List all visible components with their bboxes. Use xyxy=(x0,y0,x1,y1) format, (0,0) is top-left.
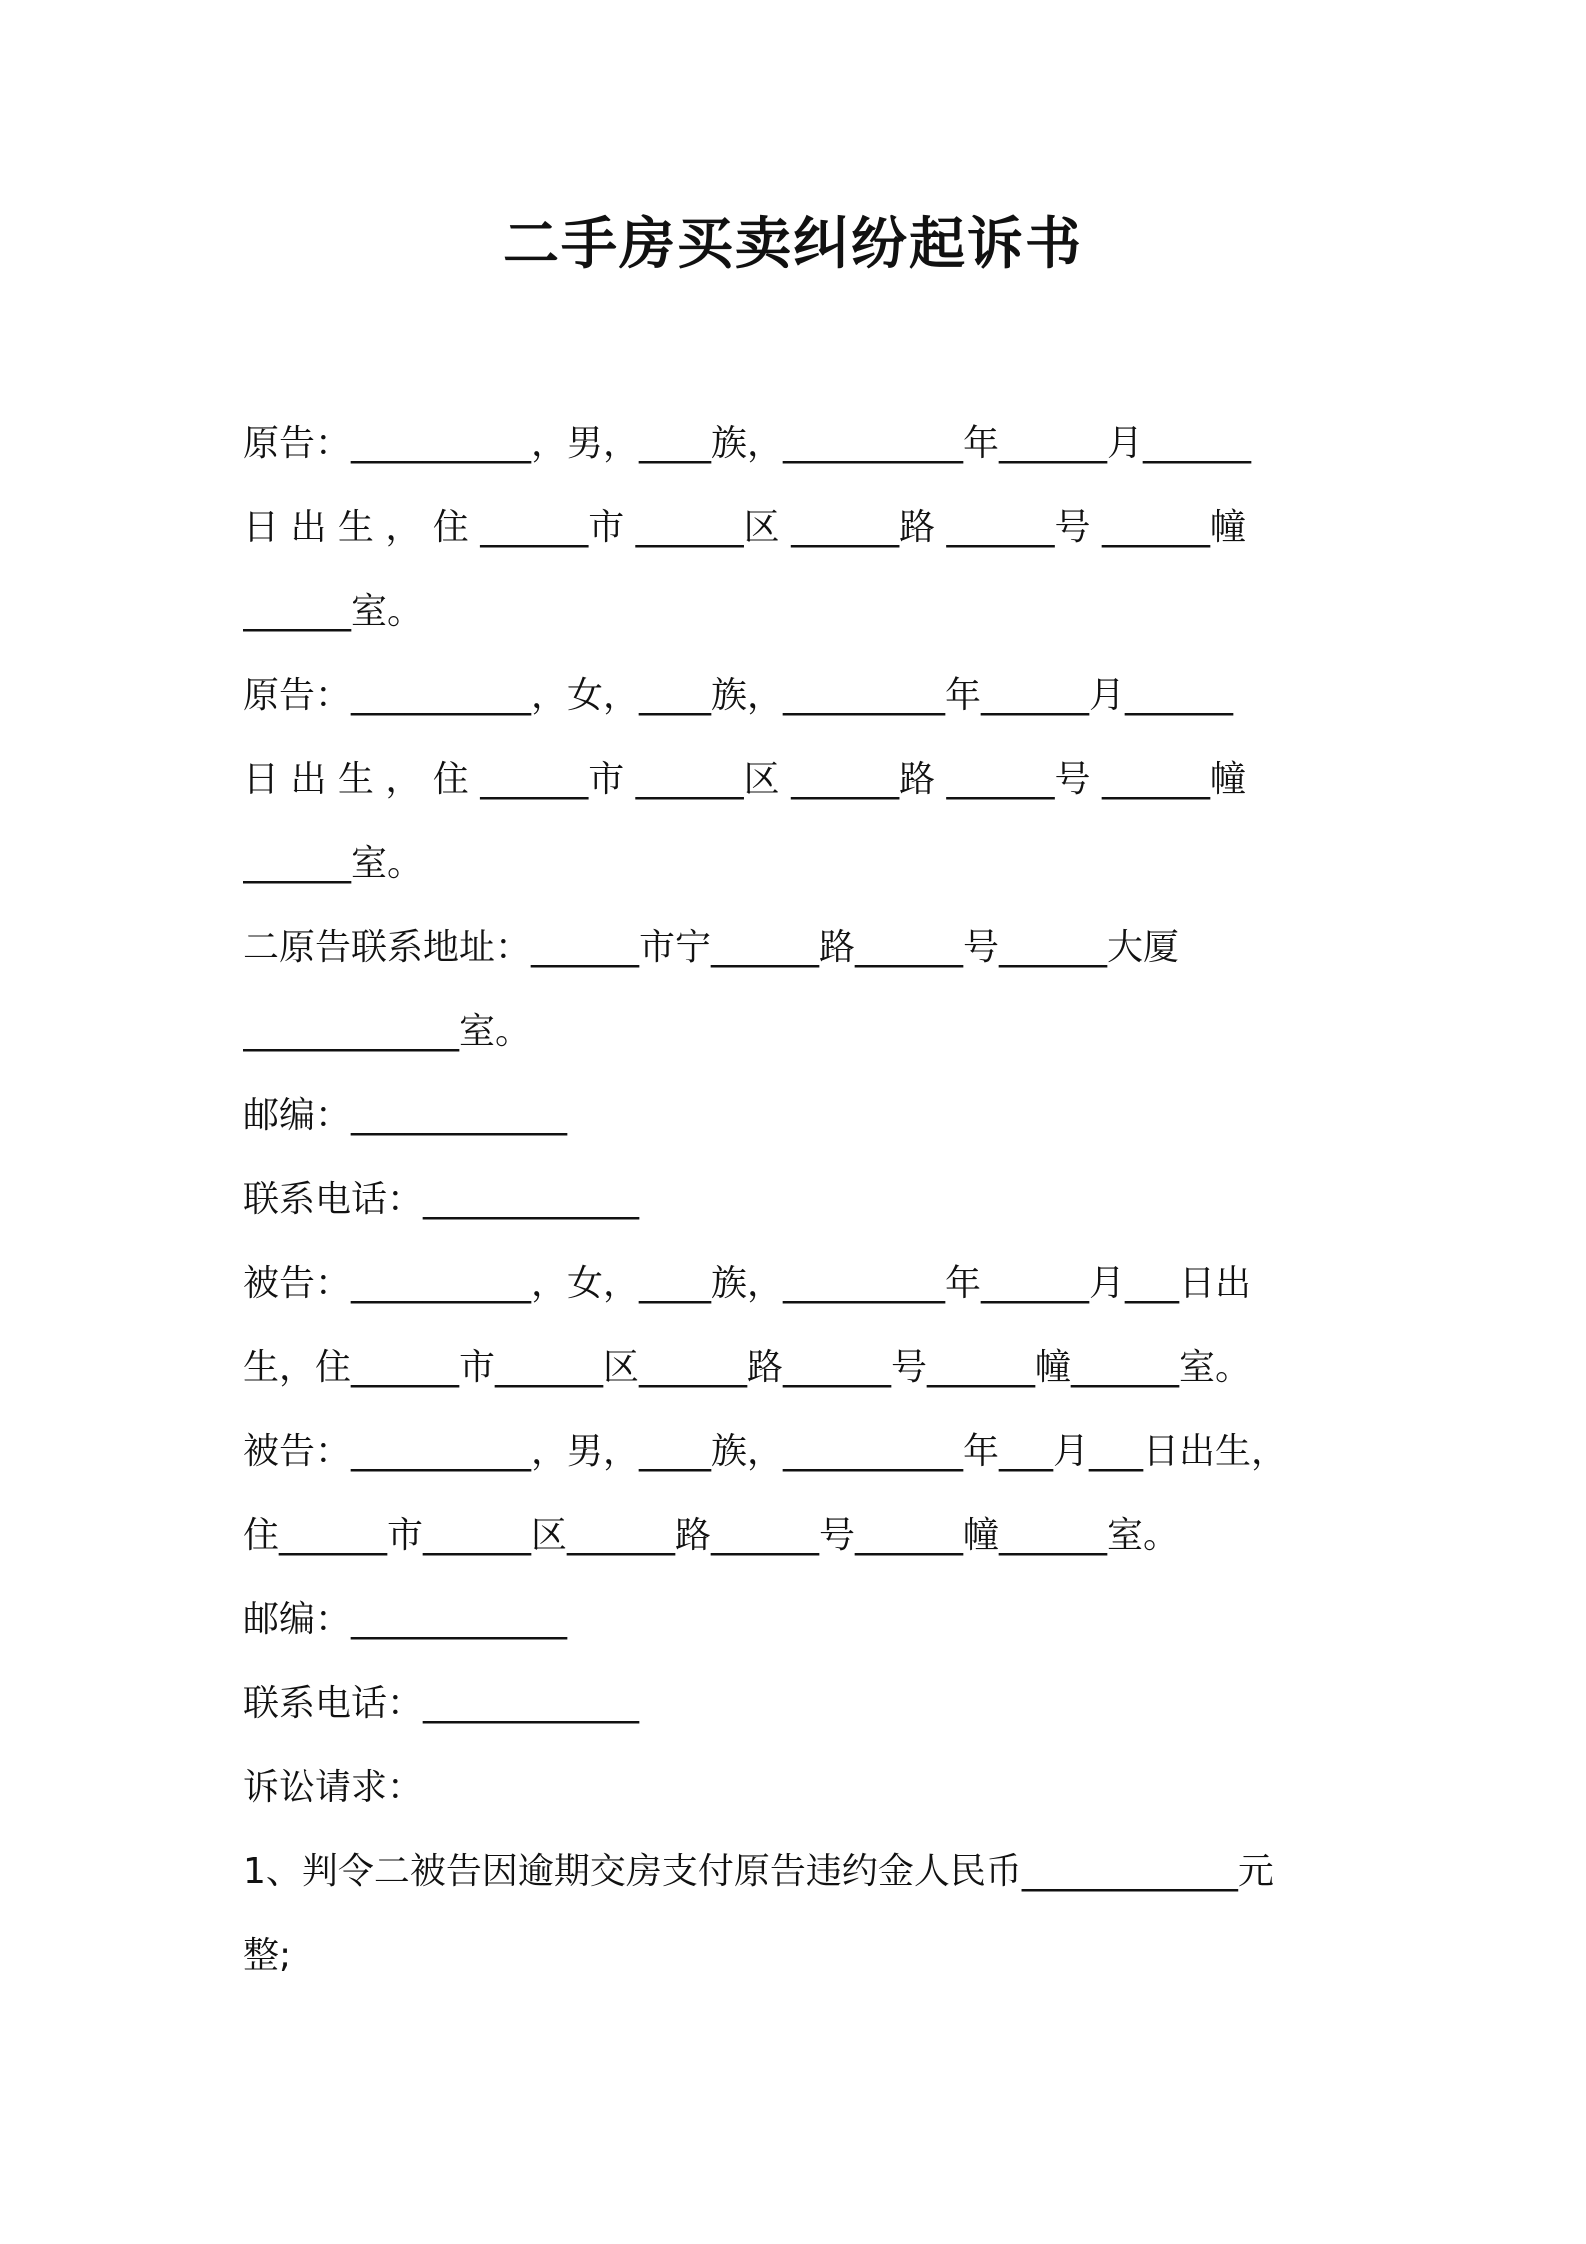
text-line: 住______市______区______路______号______幢______室。 xyxy=(243,1515,1179,1556)
text-line: 被告：__________，女，____族，_________年______月___日出 xyxy=(243,1263,1252,1304)
text-line: 联系电话：____________ xyxy=(243,1683,640,1724)
text-line: 原告：__________，女，____族，_________年______月______ xyxy=(243,675,1234,716)
text-line: 整; xyxy=(243,1935,292,1976)
text-line: 邮编：____________ xyxy=(243,1599,568,1640)
text-line: 生，住______市______区______路______号______幢______室。 xyxy=(243,1347,1252,1388)
text-line: 原告：__________，男，____族，__________年______月______ xyxy=(243,423,1252,464)
text-line: 日 出 生 ， 住 ______市 ______区 ______路 ______号 ______幢 xyxy=(243,759,1246,800)
text-line: 诉讼请求： xyxy=(243,1767,424,1808)
text-line: 联系电话：____________ xyxy=(243,1179,640,1220)
text-line: 被告：__________，男，____族，__________年___月___日出生， xyxy=(243,1431,1288,1472)
text-line: 二原告联系地址：______市宁______路______号______大厦 xyxy=(243,927,1180,968)
text-line: ______室。 xyxy=(243,843,424,884)
text-line: 1、判令二被告因逾期交房支付原告违约金人民币____________元 xyxy=(243,1851,1274,1892)
text-line: 邮编：____________ xyxy=(243,1095,568,1136)
document-title: 二手房买卖纠纷起诉书 xyxy=(503,212,1083,277)
document-body xyxy=(243,402,1353,1998)
text-line: 日 出 生 ， 住 ______市 ______区 ______路 ______号 ______幢 xyxy=(243,507,1246,548)
text-line: ____________室。 xyxy=(243,1011,532,1052)
text-line: ______室。 xyxy=(243,591,424,632)
